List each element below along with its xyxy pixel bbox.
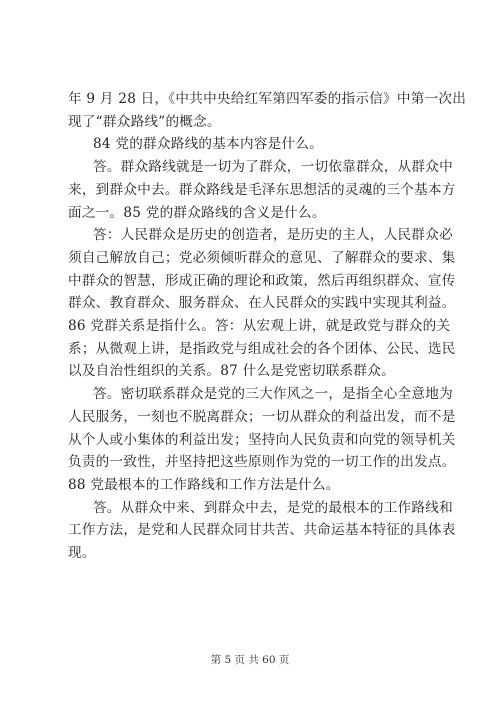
text-line: 中群众的智慧，形成正确的理论和政策，然后再组织群众、宣传 — [68, 272, 456, 289]
text-line: 群众、教育群众、服务群众、在人民群众的实践中实现其利益。 — [68, 295, 456, 312]
text-line: 从个人或小集体的利益出发；坚持向人民负责和向党的领导机关 — [68, 431, 456, 448]
text-line: 年 9 月 28 日，《中共中央给红军第四军委的指示信》中第一次出 — [68, 91, 467, 107]
text-line: 以及自治性组织的关系。87 什么是党密切联系群众。 — [68, 363, 395, 380]
text-line: 系；从微观上讲，是指政党与组成社会的各个团体、公民、选民 — [68, 340, 456, 357]
text-line: 面之一。85 党的群众路线的含义是什么。 — [68, 204, 326, 221]
text-line: 来，到群众中去。群众路线是毛泽东思想活的灵魂的三个基本方 — [68, 181, 456, 198]
text-line: 现了“群众路线”的概念。 — [68, 113, 221, 130]
text-line: 须自己解放自己；党必须倾听群众的意见、了解群众的要求、集 — [68, 249, 456, 266]
text-line: 88 党最根本的工作路线和工作方法是什么。 — [68, 476, 340, 493]
text-line: 答。密切联系群众是党的三大作风之一，是指全心全意地为 — [93, 386, 453, 403]
text-line: 84 党的群众路线的基本内容是什么。 — [93, 136, 324, 153]
text-line: 负责的一致性，并坚持把这些原则作为党的一切工作的出发点。 — [68, 454, 456, 471]
text-line: 答：人民群众是历史的创造者，是历史的主人，人民群众必 — [93, 227, 453, 244]
document-body — [68, 88, 467, 565]
text-line: 86 党群关系是指什么。答：从宏观上讲，就是政党与群众的关 — [68, 318, 451, 335]
text-line: 人民服务，一刻也不脱离群众；一切从群众的利益出发，而不是 — [68, 408, 456, 425]
page-footer: 第 5 页 共 60 页 — [210, 654, 290, 666]
text-line: 现。 — [68, 545, 96, 562]
text-line: 答。群众路线就是一切为了群众，一切依靠群众，从群众中 — [93, 159, 453, 176]
text-line: 工作方法，是党和人民群众同甘共苦、共命运基本特征的具体表 — [68, 522, 456, 539]
text-line: 答。从群众中来、到群众中去，是党的最根本的工作路线和 — [93, 499, 453, 516]
